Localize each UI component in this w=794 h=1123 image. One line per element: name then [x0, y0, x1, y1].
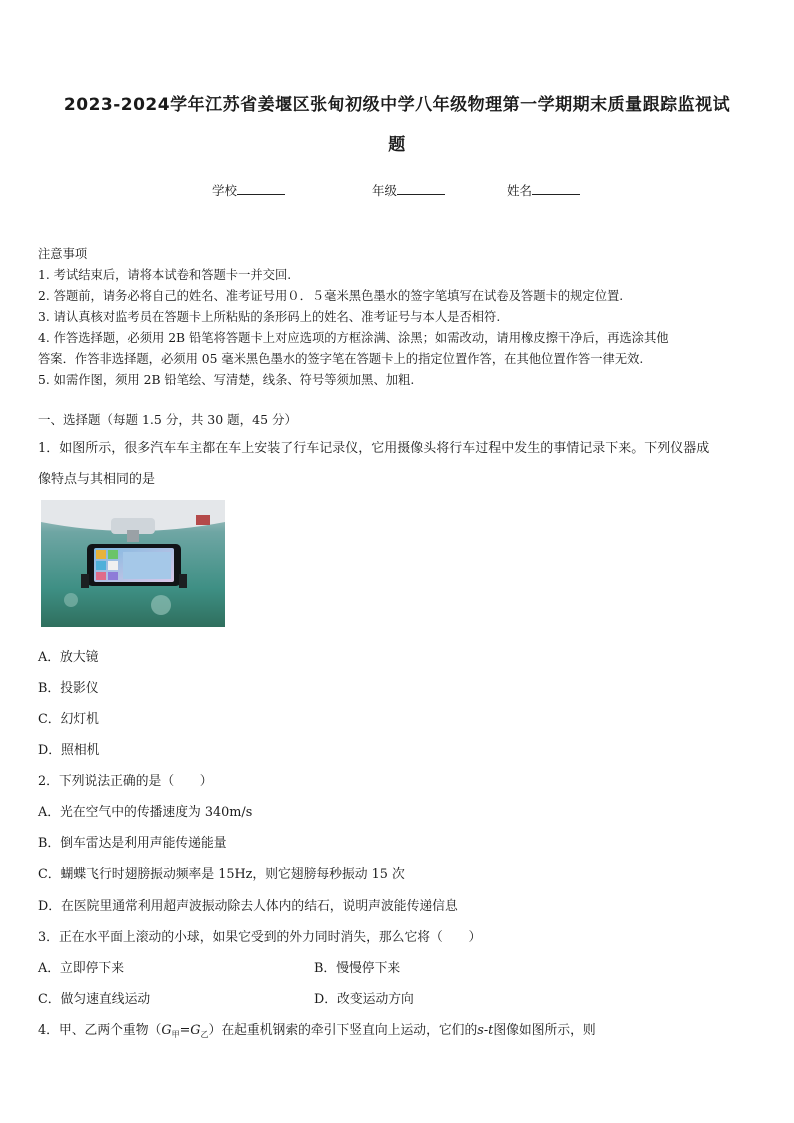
q2-option-b: B．倒车雷达是利用声能传递能量 — [38, 836, 227, 851]
q1-option-d: D．照相机 — [38, 743, 100, 758]
q4-st-symbol: s-t — [477, 1023, 494, 1038]
name-field — [507, 181, 580, 199]
q3-option-a: A．立即停下来 — [38, 961, 125, 976]
q2-stem: 2．下列说法正确的是（ ） — [38, 774, 213, 789]
name-blank — [532, 183, 580, 195]
q1-option-b: B．投影仪 — [38, 681, 99, 696]
school-label: 学校 — [212, 183, 238, 198]
notes-item: 5. 如需作图，须用 2B 铅笔绘、写清楚，线条、符号等须加黑、加粗. — [38, 373, 415, 387]
q4-weight-symbol: G — [161, 1023, 172, 1038]
q2-option-d: D．在医院里通常利用超声波振动除去人体内的结石，说明声波能传递信息 — [38, 899, 458, 914]
notes-item: 1. 考试结束后，请将本试卷和答题卡一并交回. — [38, 268, 292, 282]
dashcam-illustration — [41, 500, 225, 627]
notes-block — [38, 244, 758, 391]
notes-item: 3. 请认真核对监考员在答题卡上所粘贴的条形码上的姓名、准考证号与本人是否相符. — [38, 310, 501, 324]
notes-heading: 注意事项 — [38, 247, 88, 261]
grade-field — [372, 181, 445, 199]
school-field — [212, 181, 285, 199]
q4-stem — [38, 1019, 596, 1040]
q3-option-d: D．改变运动方向 — [314, 992, 414, 1007]
q4-stem-part-a: 4．甲、乙两个重物（ — [38, 1023, 162, 1038]
q1-stem-line1: 1．如图所示，很多汽车车主都在车上安装了行车记录仪，它用摄像头将行车过程中发生的事情记录下来。下列仪器成 — [38, 441, 710, 456]
name-label: 姓名 — [507, 183, 533, 198]
q3-option-c: C．做匀速直线运动 — [38, 992, 151, 1007]
notes-item: 2. 答题前，请务必将自己的姓名、准考证号用０．５毫米黑色墨水的签字笔填写在试卷及答题卡的规定位置. — [38, 289, 624, 303]
exam-title-line2: 题 — [388, 135, 406, 155]
school-blank — [237, 183, 285, 195]
grade-blank — [397, 183, 445, 195]
exam-title-line1: 2023-2024学年江苏省姜堰区张甸初级中学八年级物理第一学期期末质量跟踪监视试 — [63, 95, 731, 115]
grade-label: 年级 — [372, 183, 398, 198]
q4-equals: = — [179, 1023, 191, 1038]
q1-option-a: A．放大镜 — [38, 650, 99, 665]
q3-stem: 3．正在水平面上滚动的小球，如果它受到的外力同时消失，那么它将（ ） — [38, 930, 482, 945]
q1-stem-line2: 像特点与其相同的是 — [38, 472, 156, 487]
q4-stem-part-c: 图像如图所示，则 — [493, 1023, 596, 1038]
q3-option-b: B．慢慢停下来 — [314, 961, 401, 976]
q4-stem-part-b: ）在起重机钢索的牵引下竖直向上运动，它们的 — [208, 1023, 478, 1038]
section-heading: 一、选择题（每题 1.5 分，共 30 题，45 分） — [38, 412, 298, 427]
q2-option-a: A．光在空气中的传播速度为 340m/s — [38, 805, 253, 820]
q2-option-c: C．蝴蝶飞行时翅膀振动频率是 15Hz，则它翅膀每秒振动 15 次 — [38, 867, 405, 882]
q4-subscript-jia: 甲 — [171, 1030, 180, 1039]
q4-subscript-yi: 乙 — [200, 1030, 209, 1039]
dashcam-photo — [41, 500, 225, 627]
q4-weight-symbol: G — [190, 1023, 201, 1038]
notes-item: 4. 作答选择题，必须用 2B 铅笔将答题卡上对应选项的方框涂满、涂黑；如需改动，请用橡皮擦干净后，再选涂其他 — [38, 331, 669, 345]
notes-item: 答案．作答非选择题，必须用 05 毫米黑色墨水的签字笔在答题卡上的指定位置作答，在其他位置作答一律无效. — [38, 352, 644, 366]
q1-option-c: C．幻灯机 — [38, 712, 99, 727]
